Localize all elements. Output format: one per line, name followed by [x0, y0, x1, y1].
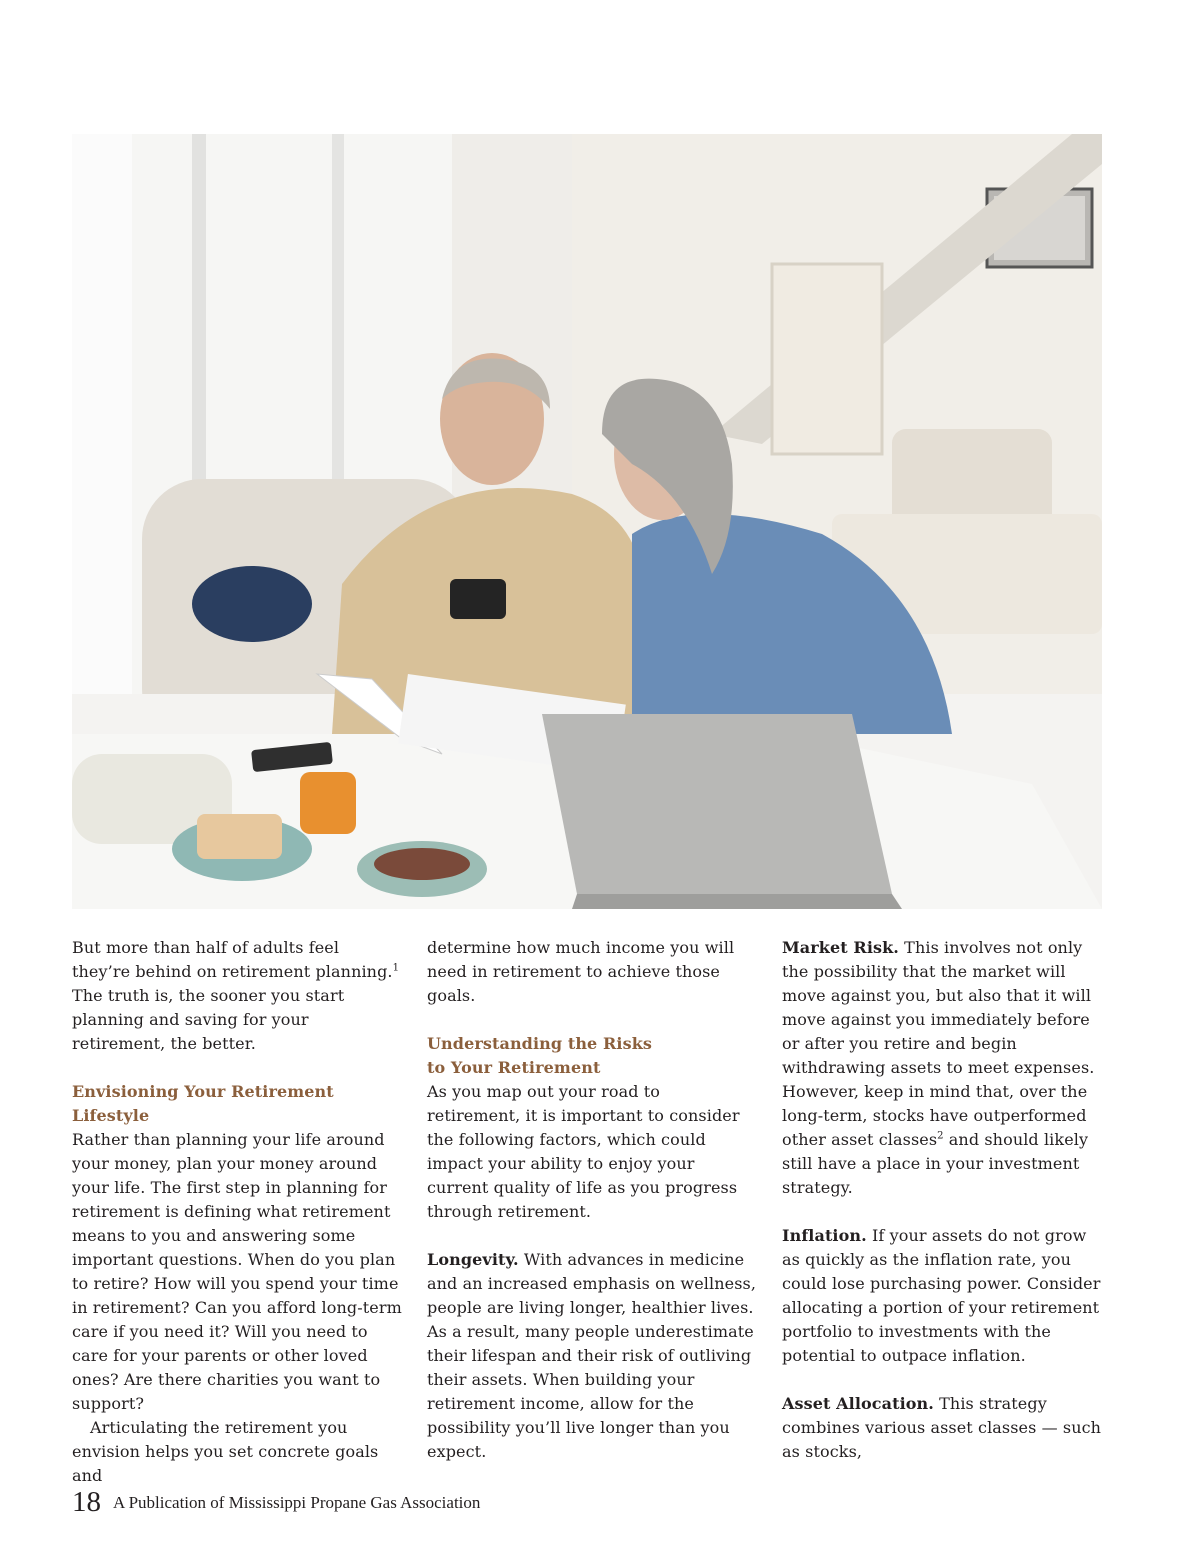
article-column-1 — [72, 936, 402, 1488]
asset-allocation-paragraph — [782, 1392, 1108, 1464]
goals-paragraph: Articulating the retirement you envision helps you set concrete goals and — [72, 1418, 379, 1485]
intro-paragraph — [72, 936, 402, 1056]
heading-line-1: Understanding the Risks — [427, 1034, 652, 1053]
inflation-paragraph — [782, 1224, 1108, 1368]
couple-reviewing-documents-photo — [72, 134, 1102, 909]
income-paragraph: determine how much income you will need in retirement to achieve those goals. — [427, 938, 735, 1005]
longevity-lead: Longevity. — [427, 1250, 519, 1269]
publication-name: A Publication of Mississippi Propane Gas Association — [113, 1492, 481, 1512]
inflation-text: If your assets do not grow as quickly as the inflation rate, you could lose purchasing power. Consider allocating a portion of your retirement portfolio to investments with the potential to outpace inflation. — [782, 1226, 1101, 1365]
heading-line-2: to Your Retirement — [427, 1058, 601, 1077]
lifestyle-paragraph: Rather than planning your life around your money, plan your money around your life. The first step in planning for retirement is defining what retirement means to you and answering some important questions. When do you plan to retire? How will you spend your time in retirement? Can you afford long-term care if you need it? Will you need to care for your parents or other loved ones? Are there charities you want to support? — [72, 1130, 402, 1413]
longevity-text: With advances in medicine and an increased emphasis on wellness, people are living longer, healthier lives. As a result, many people underestimate their lifespan and their risk of outliving their assets. When building your retirement income, allow for the possibility you’ll live longer than you expect. — [427, 1250, 757, 1461]
market-risk-text-continued: and should likely still have a place in your investment strategy. — [782, 1130, 1089, 1197]
section-heading-lifestyle: Envisioning Your Retirement Lifestyle — [72, 1082, 334, 1125]
page-number: 18 — [72, 1486, 101, 1518]
article-column-3 — [782, 936, 1108, 1464]
market-risk-lead: Market Risk. — [782, 938, 899, 957]
risks-intro-paragraph: As you map out your road to retirement, it is important to consider the following factors, which could impact your ability to enjoy your current quality of life as you progress through retirement. — [427, 1082, 740, 1221]
footnote-marker: 1 — [392, 962, 400, 974]
asset-allocation-lead: Asset Allocation. — [782, 1394, 934, 1413]
article-column-2 — [427, 936, 757, 1464]
section-heading-risks — [427, 1032, 757, 1080]
intro-text: But more than half of adults feel they’re behind on retirement planning. — [72, 938, 393, 981]
page-footer — [72, 1486, 480, 1522]
market-risk-text: This involves not only the possibility that the market will move against you, but also that it will move against you immediately before or after you retire and begin withdrawing assets to meet expenses. However, keep in mind that, over the long-term, stocks have outperformed other asset classes — [782, 938, 1095, 1149]
longevity-paragraph — [427, 1248, 757, 1464]
footnote-marker: 2 — [937, 1130, 944, 1142]
inflation-lead: Inflation. — [782, 1226, 867, 1245]
intro-text-continued: The truth is, the sooner you start planning and saving for your retirement, the better. — [72, 986, 345, 1053]
asset-allocation-text: This strategy combines various asset classes — such as stocks, — [782, 1394, 1102, 1461]
market-risk-paragraph — [782, 936, 1108, 1200]
